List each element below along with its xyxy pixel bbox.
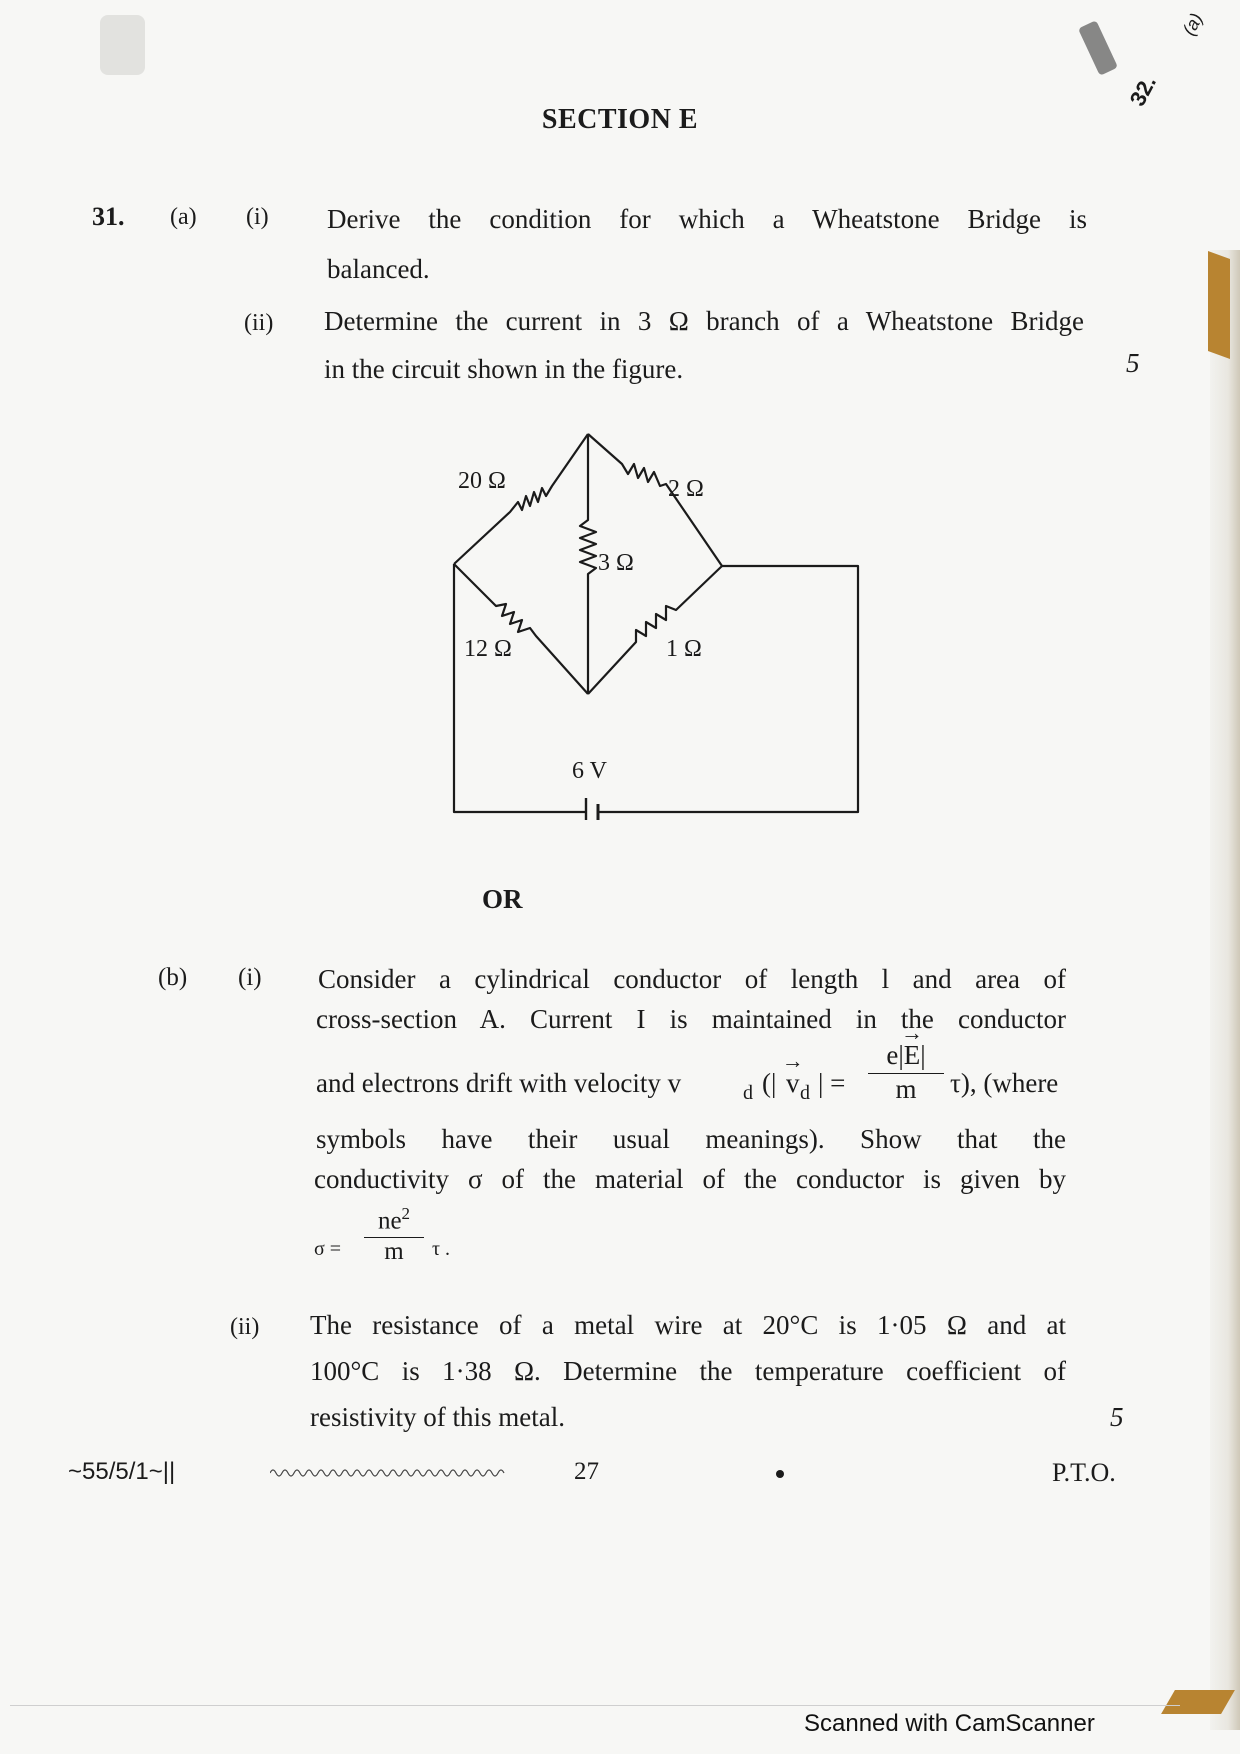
frac-num-post: |	[920, 1040, 926, 1070]
frac-num-vector-e: → E	[904, 1040, 921, 1071]
formula-denominator: m	[384, 1238, 404, 1266]
conductivity-formula	[314, 1204, 494, 1284]
label-r-middle: 3 Ω	[598, 550, 634, 576]
formula-tail: τ .	[432, 1238, 451, 1260]
label-r-top-right: 2 Ω	[668, 476, 704, 502]
part-b-i-label: (i)	[238, 964, 262, 991]
question-number: 31.	[92, 202, 125, 231]
label-r-bottom-left: 12 Ω	[464, 636, 512, 662]
part-a-i-line2: balanced.	[327, 254, 430, 284]
line3-paren-open: (|	[762, 1068, 777, 1098]
part-b-marks: 5	[1110, 1402, 1124, 1432]
part-b-ii-line2: 100°C is 1·38 Ω. Determine the temperature coefficient of	[310, 1356, 1066, 1386]
line3-vsub-d: d	[800, 1082, 810, 1104]
footer-code: ~55/5/1~||	[68, 1458, 176, 1485]
scanner-watermark: Scanned with CamScanner	[804, 1710, 1095, 1737]
part-a-ii-line1: Determine the current in 3 Ω branch of a Wheatstone Bridge	[324, 306, 1084, 336]
line3-fraction	[868, 1040, 944, 1105]
part-b-ii-line3: resistivity of this metal.	[310, 1402, 565, 1432]
scan-bottom-line	[10, 1705, 1180, 1706]
wheatstone-bridge-diagram	[440, 420, 870, 820]
part-b-i-line3	[316, 1040, 1068, 1120]
part-a-label: (a)	[170, 204, 197, 230]
wire-right-bottom	[598, 566, 858, 812]
formula-fraction	[364, 1204, 424, 1266]
page-number: 27	[574, 1458, 599, 1485]
part-a-ii-line2: in the circuit shown in the figure.	[324, 354, 684, 384]
label-r-top-left: 20 Ω	[458, 468, 506, 494]
wire-left-bottom	[454, 564, 586, 812]
label-r-bottom-right: 1 Ω	[666, 636, 702, 662]
next-question-number: 32.	[1124, 71, 1162, 111]
resistor-bottom-left	[454, 564, 588, 694]
frac-num-pre: e|	[886, 1040, 904, 1070]
or-divider: OR	[482, 884, 523, 914]
frac-den: m	[895, 1074, 917, 1104]
line3-v-vector: → v	[786, 1068, 800, 1099]
resistor-bottom-right	[588, 566, 722, 694]
part-b-i-line1: Consider a cylindrical conductor of length l and area of	[318, 964, 1066, 994]
part-b-i-line5: conductivity σ of the material of the conductor is given by	[314, 1164, 1066, 1194]
resistor-top-left	[454, 434, 588, 564]
formula-numerator: ne	[377, 1207, 402, 1235]
footer-squiggle	[270, 1466, 510, 1480]
line3-sub-d: d	[743, 1082, 753, 1104]
next-question-part: (a)	[1178, 9, 1207, 39]
label-battery: 6 V	[572, 758, 607, 784]
corner-ink-mark	[1078, 20, 1118, 76]
section-title: SECTION E	[541, 104, 699, 135]
footer-dot	[776, 1470, 784, 1478]
resistor-middle	[580, 434, 596, 694]
part-b-label: (b)	[158, 964, 188, 991]
line3-prefix: and electrons drift with velocity v	[316, 1068, 682, 1098]
part-b-i-line4: symbols have their usual meanings). Show that the	[316, 1124, 1066, 1154]
line3-equals: | =	[818, 1068, 846, 1098]
part-a-marks: 5	[1126, 348, 1140, 378]
formula-lhs: σ =	[314, 1238, 342, 1260]
part-a-ii-label: (ii)	[244, 310, 274, 336]
part-a-i-line1: Derive the condition for which a Wheatstone Bridge is	[327, 204, 1087, 234]
scan-smudge	[100, 15, 145, 75]
edge-tab-top	[1208, 251, 1230, 359]
part-b-i-line2: cross-section A. Current I is maintained in the conductor	[316, 1004, 1066, 1034]
part-a-i-label: (i)	[246, 204, 269, 230]
part-b-ii-label: (ii)	[230, 1314, 260, 1340]
part-b-ii-line1: The resistance of a metal wire at 20°C is 1·05 Ω and at	[310, 1310, 1066, 1340]
line3-suffix: τ), (where	[950, 1068, 1059, 1098]
formula-numerator-sup: 2	[401, 1204, 411, 1223]
page-edge-shadow	[1210, 250, 1240, 1730]
pto-label: P.T.O.	[1052, 1458, 1116, 1487]
